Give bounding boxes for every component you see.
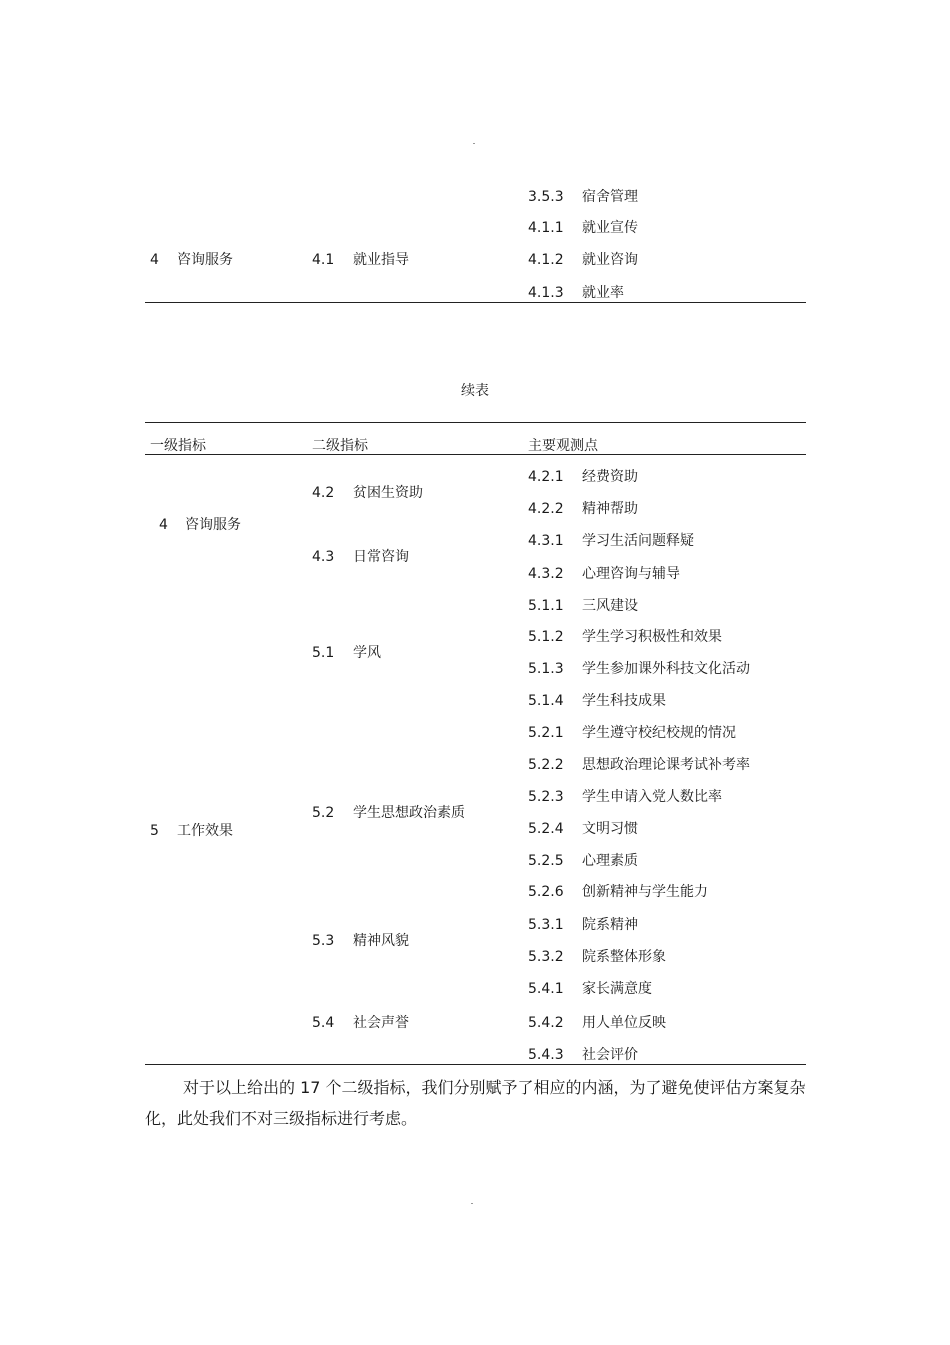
level2-number: 5.4 [312, 1015, 335, 1031]
level1-label: 咨询服务 [177, 252, 233, 268]
level1-label: 工作效果 [177, 823, 233, 839]
table-caption: 续表 [461, 383, 489, 399]
level2-number: 4.2 [312, 485, 335, 501]
observation-point-row [528, 722, 736, 742]
point-number: 5.2.1 [528, 725, 564, 741]
table-top-rule [145, 422, 806, 423]
point-label: 经费资助 [582, 469, 638, 485]
level2-cell [312, 249, 409, 269]
observation-point-row [528, 217, 638, 237]
point-label: 心理咨询与辅导 [582, 566, 680, 582]
point-number: 4.3.1 [528, 533, 564, 549]
point-label: 学生学习积极性和效果 [582, 629, 722, 645]
observation-point-row [528, 595, 638, 615]
point-label: 学习生活问题释疑 [582, 533, 694, 549]
observation-point-row [528, 249, 638, 269]
point-number: 5.2.4 [528, 821, 564, 837]
level2-label: 日常咨询 [353, 549, 409, 565]
point-number: 5.1.2 [528, 629, 564, 645]
point-number: 4.1.3 [528, 285, 564, 301]
point-label: 院系整体形象 [582, 949, 666, 965]
observation-point-row [528, 626, 722, 646]
point-number: 4.1.2 [528, 252, 564, 268]
level2-cell [312, 802, 465, 822]
level1-cell [159, 514, 241, 534]
point-number: 5.4.2 [528, 1015, 564, 1031]
observation-point-row [528, 818, 638, 838]
level2-cell [312, 546, 409, 566]
point-label: 心理素质 [582, 853, 638, 869]
table-bottom-rule [145, 1064, 806, 1065]
observation-point-row [528, 881, 708, 901]
level2-label: 就业指导 [353, 252, 409, 268]
level2-cell [312, 930, 409, 950]
point-number: 5.4.1 [528, 981, 564, 997]
observation-point-row [528, 754, 750, 774]
point-label: 就业率 [582, 285, 624, 301]
observation-point-row [528, 563, 680, 583]
point-number: 5.3.2 [528, 949, 564, 965]
level2-label: 贫困生资助 [353, 485, 423, 501]
level1-label: 咨询服务 [185, 517, 241, 533]
level2-number: 5.2 [312, 805, 335, 821]
point-label: 三风建设 [582, 598, 638, 614]
observation-point-row [528, 946, 666, 966]
point-number: 5.1.1 [528, 598, 564, 614]
point-label: 家长满意度 [582, 981, 652, 997]
level2-number: 4.3 [312, 549, 335, 565]
level1-number: 5 [150, 823, 159, 839]
level2-label: 社会声誉 [353, 1015, 409, 1031]
observation-point-row [528, 850, 638, 870]
level1-cell [150, 820, 233, 840]
header-level1: 一级指标 [150, 438, 206, 454]
level2-cell [312, 642, 381, 662]
point-label: 学生遵守校纪校规的情况 [582, 725, 736, 741]
point-number: 4.2.2 [528, 501, 564, 517]
observation-point-row [528, 498, 638, 518]
observation-point-row [528, 658, 750, 678]
header-observation-points: 主要观测点 [528, 438, 598, 454]
observation-point-row [528, 282, 624, 302]
level2-cell [312, 482, 423, 502]
point-number: 4.1.1 [528, 220, 564, 236]
point-label: 院系精神 [582, 917, 638, 933]
point-label: 就业宣传 [582, 220, 638, 236]
point-number: 5.2.5 [528, 853, 564, 869]
point-number: 5.1.3 [528, 661, 564, 677]
point-number: 4.2.1 [528, 469, 564, 485]
level2-number: 5.3 [312, 933, 335, 949]
point-number: 5.2.2 [528, 757, 564, 773]
level2-number: 4.1 [312, 252, 335, 268]
point-label: 社会评价 [582, 1047, 638, 1063]
point-label: 文明习惯 [582, 821, 638, 837]
level1-number: 4 [159, 517, 168, 533]
point-label: 学生参加课外科技文化活动 [582, 661, 750, 677]
level1-number: 4 [150, 252, 159, 268]
point-number: 5.2.3 [528, 789, 564, 805]
point-label: 精神帮助 [582, 501, 638, 517]
point-number: 5.3.1 [528, 917, 564, 933]
level2-label: 精神风貌 [353, 933, 409, 949]
body-paragraph: 对于以上给出的 17 个二级指标，我们分别赋予了相应的内涵，为了避免使评估方案复杂化，此处我们不对三级指标进行考虑。 [145, 1078, 806, 1128]
observation-point-row [528, 914, 638, 934]
point-label: 创新精神与学生能力 [582, 884, 708, 900]
point-label: 思想政治理论课考试补考率 [582, 757, 750, 773]
header-rule [145, 454, 806, 455]
observation-point-row [528, 1044, 638, 1064]
page-mark [471, 1203, 473, 1204]
point-number: 5.4.3 [528, 1047, 564, 1063]
observation-point-row [528, 530, 694, 550]
point-number: 5.2.6 [528, 884, 564, 900]
point-label: 学生科技成果 [582, 693, 666, 709]
point-label: 学生申请入党人数比率 [582, 789, 722, 805]
level2-label: 学生思想政治素质 [353, 805, 465, 821]
observation-point-row [528, 1012, 666, 1032]
level2-label: 学风 [353, 645, 381, 661]
level1-cell [150, 249, 233, 269]
observation-point-row [528, 978, 652, 998]
table-bottom-rule [145, 302, 806, 303]
level2-number: 5.1 [312, 645, 335, 661]
observation-point-row [528, 466, 638, 486]
level2-cell [312, 1012, 409, 1032]
point-number: 5.1.4 [528, 693, 564, 709]
point-number: 3.5.3 [528, 189, 564, 205]
point-label: 用人单位反映 [582, 1015, 666, 1031]
observation-point-row [528, 786, 722, 806]
point-number: 4.3.2 [528, 566, 564, 582]
observation-point-row [528, 186, 638, 206]
header-level2: 二级指标 [312, 438, 368, 454]
point-label: 宿舍管理 [582, 189, 638, 205]
point-label: 就业咨询 [582, 252, 638, 268]
page-mark [473, 143, 475, 144]
observation-point-row [528, 690, 666, 710]
